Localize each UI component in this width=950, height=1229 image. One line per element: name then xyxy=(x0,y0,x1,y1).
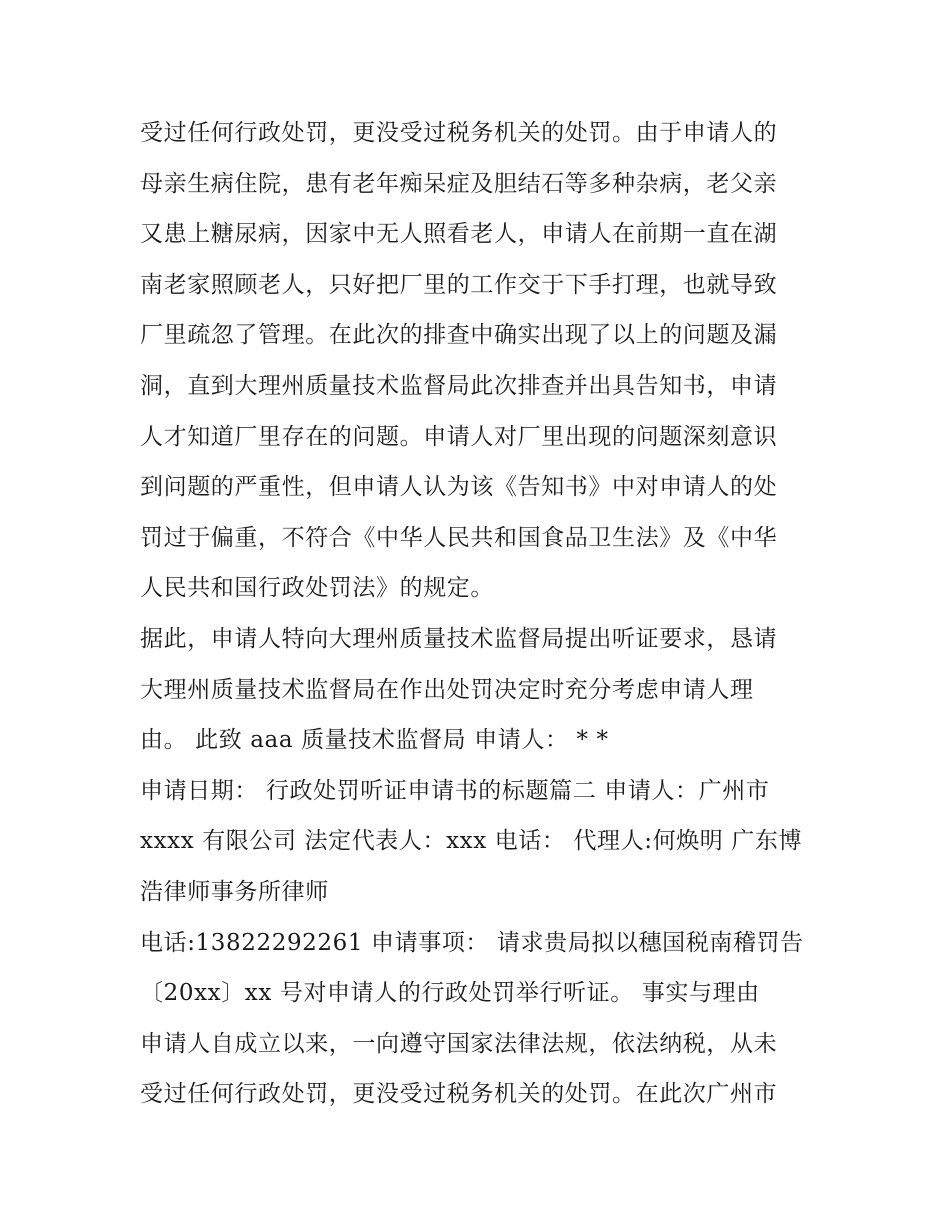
text-line: 母亲生病住院，患有老年痴呆症及胆结石等多种杂病，老父亲 xyxy=(140,170,778,197)
text-line: 南老家照顾老人，只好把厂里的工作交于下手打理，也就导致 xyxy=(140,271,778,298)
text-line: 罚过于偏重，不符合《中华人民共和国食品卫生法》及《中华 xyxy=(140,524,778,551)
text-line: 据此，申请人特向大理州质量技术监督局提出听证要求，恳请 xyxy=(140,625,778,652)
text-line: 由。 此致 aaa 质量技术监督局 申请人： * * xyxy=(140,727,609,754)
text-line: 申请日期： 行政处罚听证申请书的标题篇二 申请人：广州市 xyxy=(140,777,770,804)
text-line: 又患上糖尿病，因家中无人照看老人，申请人在前期一直在湖 xyxy=(140,221,778,248)
text-line: 电话:13822292261 申请事项： 请求贵局拟以穗国税南稽罚告 xyxy=(140,929,804,956)
text-line: 厂里疏忽了管理。在此次的排查中确实出现了以上的问题及漏 xyxy=(140,322,778,349)
text-line: 受过任何行政处罚，更没受过税务机关的处罚。由于申请人的 xyxy=(140,120,778,146)
document-body xyxy=(140,108,820,1120)
text-line: xxxx 有限公司 法定代表人：xxx 电话： 代理人:何焕明 广东博 xyxy=(140,828,803,855)
text-line: 〔20xx〕xx 号对申请人的行政处罚举行听证。 事实与理由 xyxy=(140,980,760,1007)
text-line: 到问题的严重性，但申请人认为该《告知书》中对申请人的处 xyxy=(140,474,778,501)
text-line: 受过任何行政处罚，更没受过税务机关的处罚。在此次广州市 xyxy=(140,1081,778,1108)
text-line: 人才知道厂里存在的问题。申请人对厂里出现的问题深刻意识 xyxy=(140,423,778,450)
text-line: 洞，直到大理州质量技术监督局此次排查并出具告知书，申请 xyxy=(140,372,778,399)
text-line: 大理州质量技术监督局在作出处罚决定时充分考虑申请人理 xyxy=(140,676,754,703)
text-line: 申请人自成立以来，一向遵守国家法律法规，依法纳税，从未 xyxy=(140,1030,778,1057)
text-line: 人民共和国行政处罚法》的规定。 xyxy=(140,575,494,602)
text-line: 浩律师事务所律师 xyxy=(140,878,329,905)
